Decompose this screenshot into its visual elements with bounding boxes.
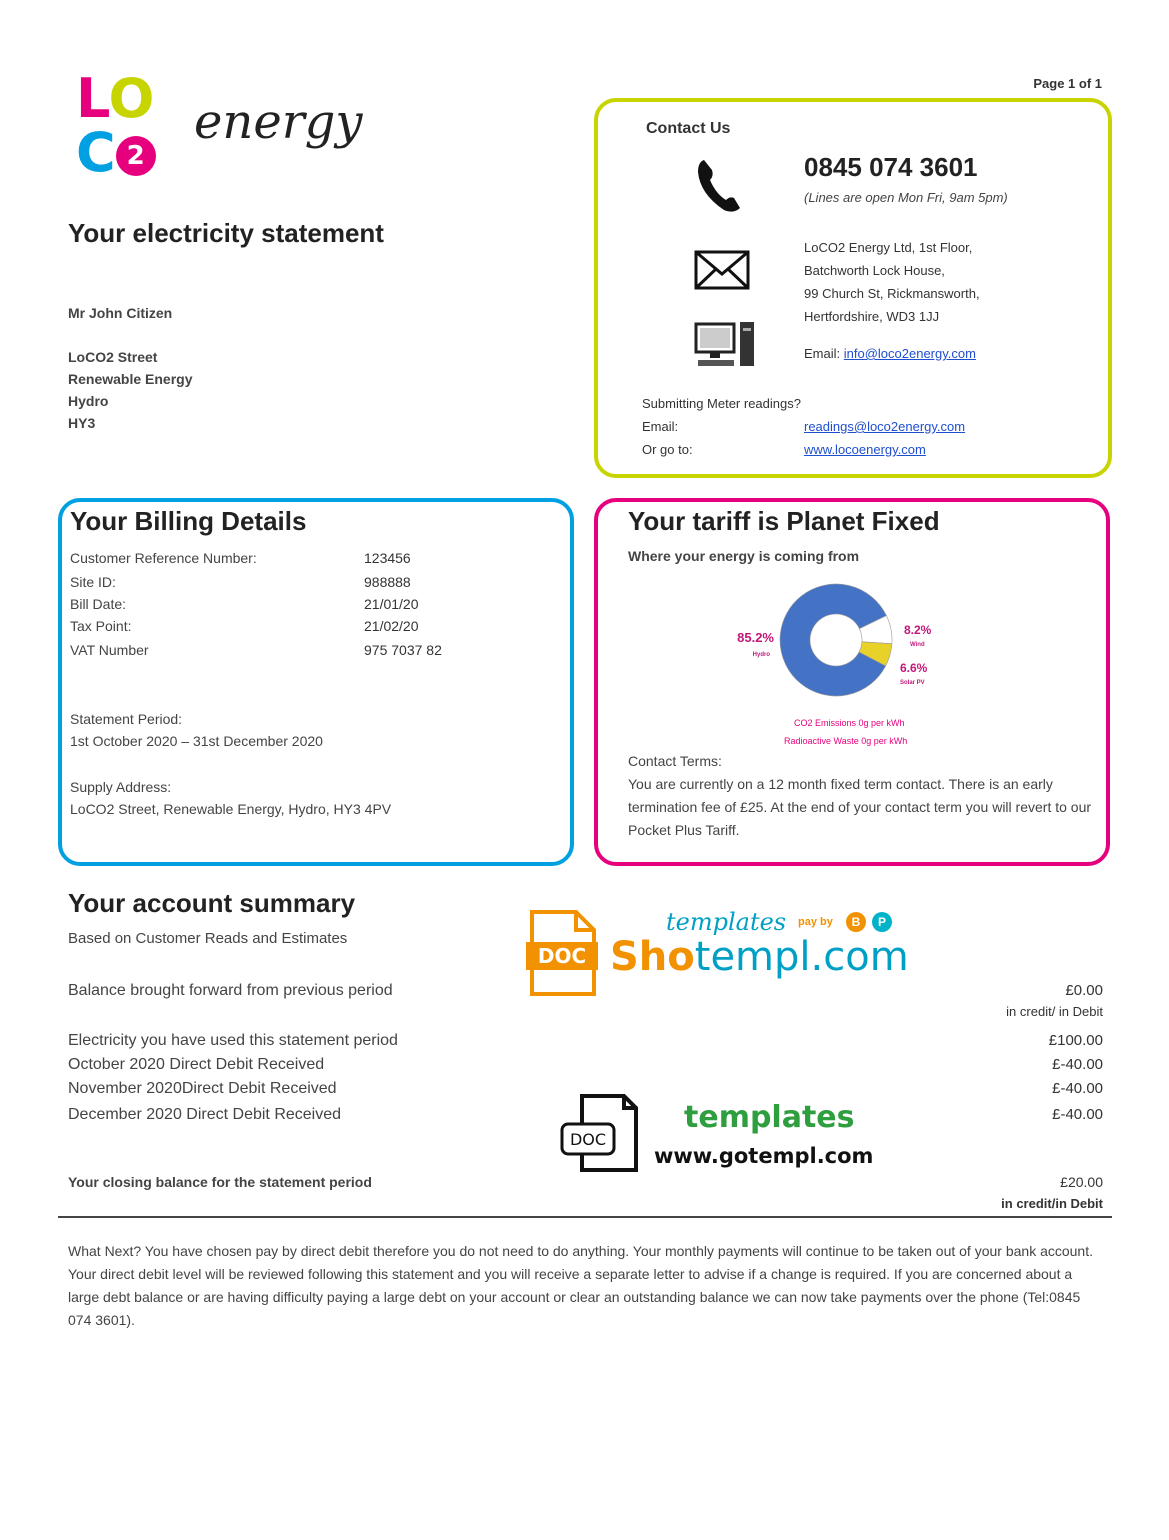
billing-label: Customer Reference Number: [70,550,257,566]
billing-label: VAT Number [70,642,149,658]
doc-file-icon-2 [560,1092,640,1176]
chart-caption-co2: CO2 Emissions 0g per kWh [794,718,905,728]
supply-address-value: LoCO2 Street, Renewable Energy, Hydro, HY3 4PV [70,801,392,817]
contact-email-link[interactable]: info@loco2energy.com [843,346,976,361]
doc-badge-text: DOC [537,944,587,968]
paypal-icon: P [872,912,892,932]
billing-value: 975 7037 82 [364,642,442,658]
watermark-gotempl [560,1092,890,1178]
billing-label: Bill Date: [70,596,127,612]
supply-address [70,776,391,820]
watermark-templates: templates [684,1100,855,1135]
balance-forward-label: Balance brought forward from previous period [68,982,393,999]
summary-heading: Your account summary [68,888,356,918]
summary-line-label: Electricity you have used this statement period [68,1032,398,1049]
contract-terms [628,750,1098,842]
meter-heading: Submitting Meter readings? [642,396,801,411]
contact-email-label: Email: [804,346,841,361]
billing-value: 123456 [364,550,411,566]
pie-value-label-hydro: 85.2% [737,630,774,645]
statement-period [70,708,323,752]
watermark-brand-b: templ.com [694,934,909,980]
mail-icon [694,250,750,290]
contact-address-line: 99 Church St, Rickmansworth, [804,286,980,301]
meter-web-label: Or go to: [642,442,693,457]
bitcoin-icon: B [846,912,866,932]
summary-line-value: £100.00 [1048,1032,1103,1049]
closing-balance-note: in credit/in Debit [1001,1196,1103,1211]
contract-terms-label: Contact Terms: [628,753,722,769]
billing-label: Site ID: [70,574,116,590]
contact-box [594,98,1112,478]
customer-address-line: LoCO2 Street [68,349,158,365]
supply-address-label: Supply Address: [70,779,172,795]
meter-email-link[interactable]: readings@loco2energy.com [804,419,966,434]
pie-value-label-solar: 6.6% [900,661,928,675]
pie-category-label-wind: Wind [910,642,925,648]
summary-line-label: December 2020 Direct Debit Received [68,1106,342,1123]
customer-address-line: Hydro [68,393,109,409]
contact-email-row [804,346,976,361]
meter-web-link[interactable]: www.locoenergy.com [804,442,926,457]
logo-mark: LO C 2 [76,67,155,184]
billing-value: 21/02/20 [364,618,419,634]
pie-category-label-hydro: Hydro [752,652,770,658]
billing-details-box [58,498,574,866]
billing-heading: Your Billing Details [70,506,307,536]
divider [58,1216,1112,1218]
customer-address-line: Renewable Energy [68,371,193,387]
summary-line-label: November 2020Direct Debit Received [68,1080,337,1097]
balance-forward-value: £0.00 [1065,982,1103,999]
footer-note: What Next? You have chosen pay by direct debit therefore you do not need to do anything. Your monthly payments will continue to be taken out of your bank account. Your direct debit level will be reviewed following this statement and you will receive a separate letter to advise if a change is required. If you are concerned about a large debt balance or are having difficulty paying a large debt on your account or clear an outstanding balance we can now take payments over the phone (Tel:0845 074 3601). [68,1243,1094,1328]
summary-line-value: £-40.00 [1052,1106,1103,1123]
customer-address-line: HY3 [68,415,96,431]
statement-period-value: 1st October 2020 – 31st December 2020 [70,733,323,749]
watermark-url: www.gotempl.com [654,1144,874,1168]
customer-block [68,302,193,434]
logo-word: energy [194,94,363,150]
contact-address-line: Hertfordshire, WD3 1JJ [804,309,940,324]
page-title: Your electricity statement [68,218,384,248]
doc-file-icon [526,908,606,1000]
meter-readings-links [804,415,965,461]
computer-icon [694,320,756,370]
customer-name: Mr John Citizen [68,305,173,321]
contract-terms-text: You are currently on a 12 month fixed term contact. There is an early termination fee of £25. At the end of your contact term you will revert to our Pocket Plus Tariff. [628,776,1092,838]
contact-address-line: Batchworth Lock House, [804,263,945,278]
doc-badge-text-2: DOC [569,1130,607,1149]
watermark-brand [610,934,909,980]
closing-balance-value: £20.00 [1060,1174,1103,1190]
meter-email-label: Email: [642,419,679,434]
summary-subheading: Based on Customer Reads and Estimates [68,930,348,947]
contact-heading: Contact Us [646,120,731,137]
summary-line-value: £-40.00 [1052,1080,1103,1097]
tariff-heading: Your tariff is Planet Fixed [628,506,940,536]
chart-caption-waste: Radioactive Waste 0g per kWh [784,736,908,746]
closing-balance-label: Your closing balance for the statement period [68,1174,372,1190]
contact-phone[interactable]: 0845 074 3601 [804,152,978,182]
billing-value: 21/01/20 [364,596,419,612]
statement-period-label: Statement Period: [70,711,183,727]
summary-line-value: £-40.00 [1052,1056,1103,1073]
contact-address [804,236,980,328]
summary-line-label: October 2020 Direct Debit Received [68,1056,325,1073]
tariff-subheading: Where your energy is coming from [628,548,860,564]
balance-forward-note: in credit/ in Debit [1006,1004,1103,1019]
watermark-script: templates [666,908,787,936]
meter-readings-labels [642,392,801,461]
energy-source-chart [708,578,968,748]
watermark-brand-a: Sho [610,934,695,980]
company-logo [76,67,376,192]
billing-label: Tax Point: [70,618,132,634]
billing-value: 988888 [364,574,411,590]
phone-icon [694,156,744,216]
contact-hours: (Lines are open Mon Fri, 9am 5pm) [804,190,1008,205]
watermark-payby: pay by [798,916,833,928]
watermark-shotempl [526,908,926,1000]
tariff-box [594,498,1110,866]
contact-address-line: LoCO2 Energy Ltd, 1st Floor, [804,240,973,255]
page-number: Page 1 of 1 [1033,76,1102,91]
pie-category-label-solar: Solar PV [900,680,925,686]
pie-value-label-wind: 8.2% [904,623,932,637]
